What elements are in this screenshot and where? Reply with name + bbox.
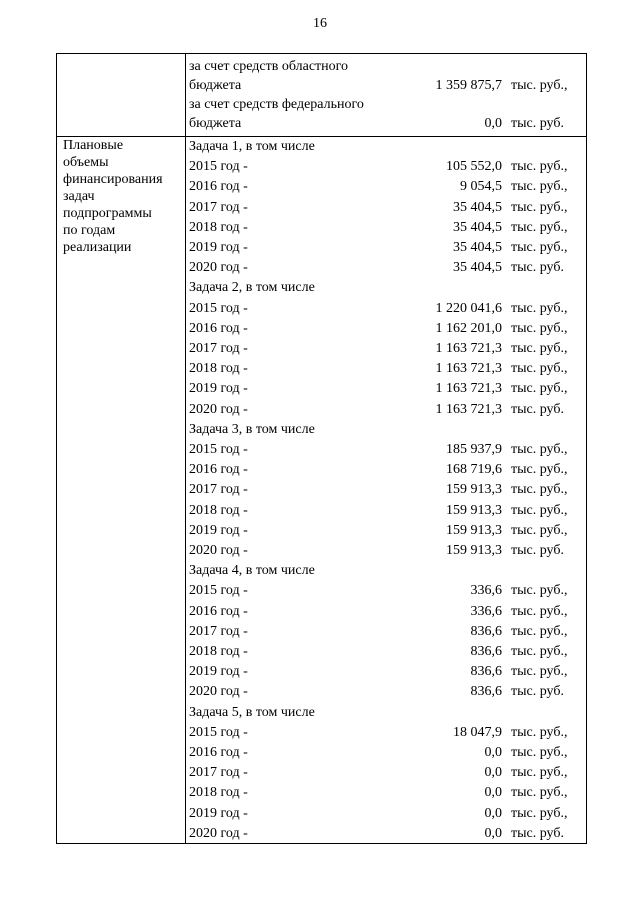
financing-table — [56, 53, 587, 844]
unit: тыс. руб., — [511, 522, 568, 538]
line-label: 2017 год - — [189, 482, 248, 498]
left-column-label — [63, 137, 181, 256]
year-row — [189, 380, 584, 400]
unit: тыс. руб., — [511, 644, 568, 659]
year-row — [189, 401, 584, 421]
unit: тыс. руб., — [511, 603, 568, 619]
amount: 35 404,5 — [453, 260, 502, 276]
year-row — [189, 825, 584, 845]
year-row — [189, 764, 584, 784]
amount: 168 719,6 — [446, 462, 502, 478]
amount: 0,0 — [484, 765, 502, 781]
line-label: Задача 3, в том числе — [189, 421, 315, 437]
year-row — [189, 360, 584, 380]
line-label: 2015 год - — [189, 159, 248, 175]
line-label: 2019 год - — [189, 240, 248, 255]
line-label: за счет средств федерального — [189, 97, 364, 112]
year-row — [189, 259, 584, 279]
year-row — [189, 300, 584, 320]
year-row — [189, 582, 584, 602]
year-row — [189, 603, 584, 623]
amount: 0,0 — [484, 745, 502, 760]
line-label: 2020 год - — [189, 543, 248, 558]
line-label: 2020 год - — [189, 260, 248, 276]
line-label: 2020 год - — [189, 825, 248, 841]
unit: тыс. руб., — [511, 462, 568, 478]
unit: тыс. руб., — [511, 724, 568, 740]
unit: тыс. руб. — [511, 543, 564, 558]
task-title — [189, 562, 584, 582]
year-row — [189, 784, 584, 804]
amount: 1 163 721,3 — [435, 361, 502, 377]
line-label: 2018 год - — [189, 502, 248, 518]
line-label: 2016 год - — [189, 462, 248, 478]
unit: тыс. руб. — [511, 401, 564, 417]
unit: тыс. руб., — [511, 78, 568, 93]
year-row — [189, 542, 584, 562]
line-label: 2017 год - — [189, 765, 248, 781]
amount: 159 913,3 — [446, 543, 502, 558]
year-row — [189, 441, 584, 461]
unit: тыс. руб. — [511, 825, 564, 841]
amount: 1 359 875,7 — [435, 78, 502, 93]
unit: тыс. руб., — [511, 623, 568, 639]
line-label: 2017 год - — [189, 341, 248, 356]
left-label-line: реализации — [63, 240, 132, 255]
line-label: 2019 год - — [189, 522, 248, 538]
page-number: 16 — [313, 16, 327, 31]
unit: тыс. руб. — [511, 116, 564, 131]
line-label: Задача 4, в том числе — [189, 563, 315, 579]
left-label-line: задач — [63, 189, 95, 204]
unit: тыс. руб., — [511, 664, 568, 680]
year-row — [189, 158, 584, 178]
left-label-line: подпрограммы — [63, 206, 152, 221]
line-label: за счет средств областного — [189, 59, 349, 74]
left-label-line: финансирования — [63, 172, 163, 187]
unit: тыс. руб., — [511, 745, 568, 760]
amount: 836,6 — [470, 684, 502, 700]
unit: тыс. руб., — [511, 583, 568, 599]
unit: тыс. руб., — [511, 442, 568, 457]
amount: 336,6 — [470, 603, 502, 619]
amount: 836,6 — [470, 623, 502, 639]
amount: 159 913,3 — [446, 522, 502, 538]
task-title — [189, 421, 584, 441]
year-row — [189, 683, 584, 703]
left-label-line: объемы — [63, 155, 109, 170]
year-row — [189, 805, 584, 825]
year-row — [189, 623, 584, 643]
year-row — [189, 522, 584, 542]
line-label: 2018 год - — [189, 785, 248, 801]
unit: тыс. руб., — [511, 805, 568, 821]
task-title — [189, 704, 584, 724]
unit: тыс. руб., — [511, 159, 568, 175]
year-row — [189, 643, 584, 663]
amount: 35 404,5 — [453, 240, 502, 255]
unit: тыс. руб., — [511, 381, 568, 397]
budget-source-line — [189, 58, 584, 78]
line-label: 2020 год - — [189, 401, 248, 417]
unit: тыс. руб. — [511, 684, 564, 700]
amount: 336,6 — [470, 583, 502, 599]
task-title — [189, 138, 584, 158]
line-label: 2016 год - — [189, 320, 248, 336]
unit: тыс. руб., — [511, 179, 568, 195]
amount: 0,0 — [484, 805, 502, 821]
unit: тыс. руб., — [511, 765, 568, 781]
year-row — [189, 199, 584, 219]
line-label: 2019 год - — [189, 381, 248, 397]
amount: 105 552,0 — [446, 159, 502, 175]
unit: тыс. руб., — [511, 199, 568, 215]
unit: тыс. руб., — [511, 219, 568, 235]
line-label: 2018 год - — [189, 644, 248, 659]
amount: 0,0 — [484, 116, 502, 131]
amount: 18 047,9 — [453, 724, 502, 740]
line-label: 2018 год - — [189, 361, 248, 377]
amount: 185 937,9 — [446, 442, 502, 457]
amount: 1 163 721,3 — [435, 401, 502, 417]
task-title — [189, 279, 584, 299]
year-row — [189, 340, 584, 360]
line-label: 2017 год - — [189, 623, 248, 639]
line-label: Задача 5, в том числе — [189, 704, 315, 720]
year-row — [189, 239, 584, 259]
line-label: 2018 год - — [189, 219, 248, 235]
unit: тыс. руб., — [511, 785, 568, 801]
amount: 0,0 — [484, 825, 502, 841]
budget-source-row — [189, 115, 584, 135]
year-row — [189, 178, 584, 198]
line-label: бюджета — [189, 116, 242, 131]
year-row — [189, 320, 584, 340]
year-row — [189, 502, 584, 522]
unit: тыс. руб., — [511, 341, 568, 356]
line-label: 2019 год - — [189, 805, 248, 821]
amount: 1 163 721,3 — [435, 341, 502, 356]
unit: тыс. руб., — [511, 502, 568, 518]
unit: тыс. руб., — [511, 300, 568, 316]
left-label-line: Плановые — [63, 138, 124, 153]
line-label: 2016 год - — [189, 603, 248, 619]
year-row — [189, 724, 584, 744]
budget-source-line — [189, 96, 584, 116]
line-label: Задача 2, в том числе — [189, 280, 315, 296]
unit: тыс. руб., — [511, 482, 568, 498]
amount: 159 913,3 — [446, 502, 502, 518]
amount: 35 404,5 — [453, 219, 502, 235]
amount: 0,0 — [484, 785, 502, 801]
left-label-line: по годам — [63, 223, 116, 238]
amount: 836,6 — [470, 644, 502, 659]
column-divider — [185, 54, 186, 843]
year-row — [189, 461, 584, 481]
line-label: 2015 год - — [189, 300, 248, 316]
year-row — [189, 481, 584, 501]
unit: тыс. руб. — [511, 260, 564, 276]
line-label: 2015 год - — [189, 724, 248, 740]
line-label: 2015 год - — [189, 583, 248, 599]
line-label: бюджета — [189, 78, 242, 93]
amount: 836,6 — [470, 664, 502, 680]
year-row — [189, 219, 584, 239]
line-label: 2017 год - — [189, 199, 248, 215]
amount: 35 404,5 — [453, 199, 502, 215]
line-label: 2016 год - — [189, 179, 248, 195]
unit: тыс. руб., — [511, 320, 568, 336]
year-row — [189, 744, 584, 764]
line-label: 2015 год - — [189, 442, 248, 457]
line-label: 2016 год - — [189, 745, 248, 760]
line-label: Задача 1, в том числе — [189, 139, 315, 154]
line-label: 2020 год - — [189, 684, 248, 700]
amount: 9 054,5 — [460, 179, 502, 195]
amount: 1 163 721,3 — [435, 381, 502, 397]
unit: тыс. руб., — [511, 240, 568, 255]
year-row — [189, 663, 584, 683]
line-label: 2019 год - — [189, 664, 248, 680]
amount: 1 162 201,0 — [435, 320, 502, 336]
amount: 159 913,3 — [446, 482, 502, 498]
budget-source-row — [189, 77, 584, 97]
amount: 1 220 041,6 — [435, 300, 502, 316]
unit: тыс. руб., — [511, 361, 568, 377]
